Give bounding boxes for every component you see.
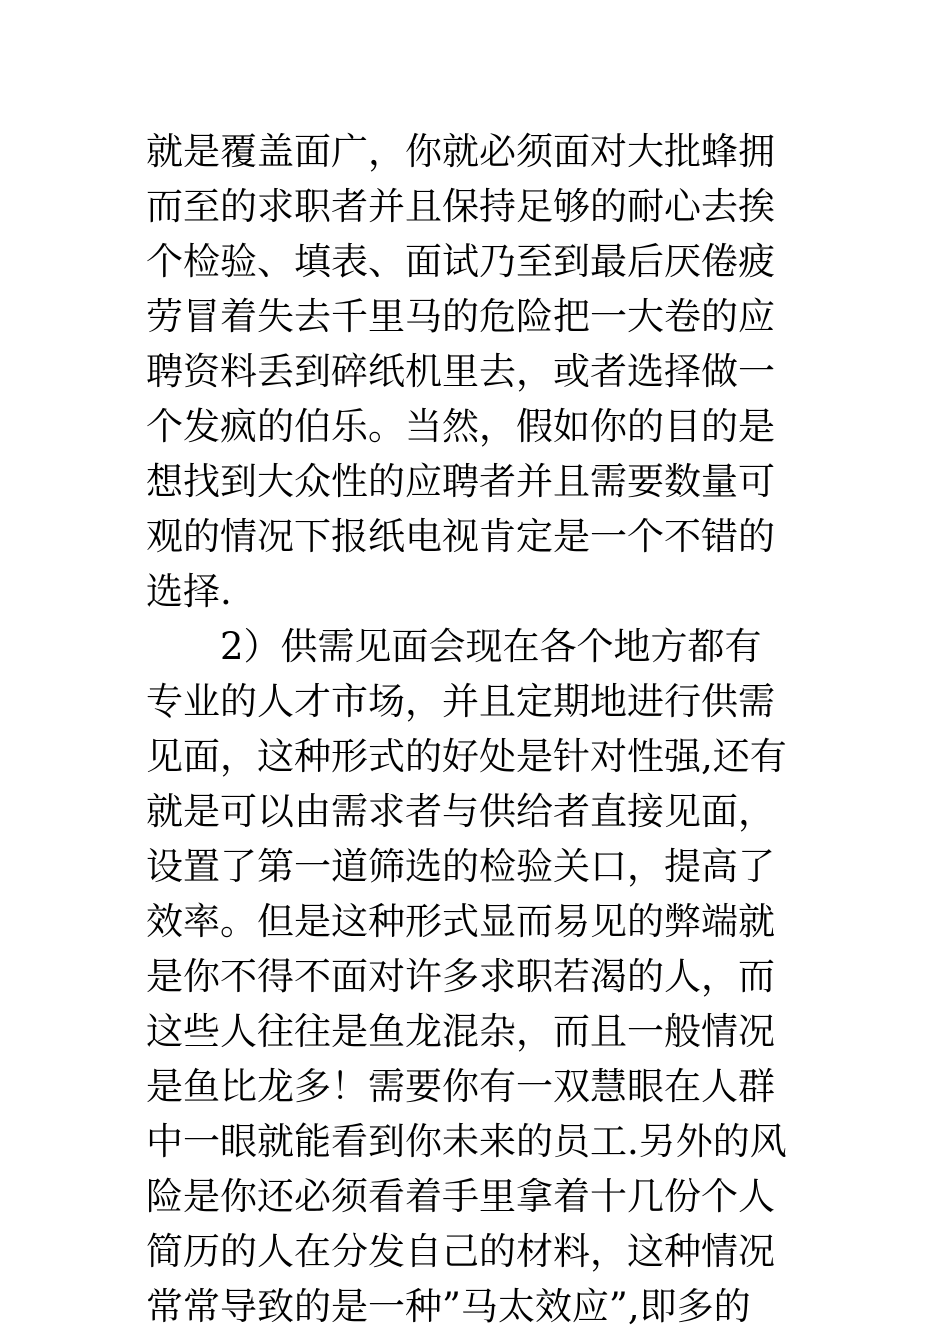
paragraph-2 xyxy=(146,619,812,1334)
text-line: 聘资料丢到碎纸机里去，或者选择做一 xyxy=(146,350,775,393)
text-line: 就是覆盖面广，你就必须面对大批蜂拥 xyxy=(146,130,775,173)
text-line: 就是可以由需求者与供给者直接见面， xyxy=(146,790,775,833)
text-line: 个发疯的伯乐。当然，假如你的目的是 xyxy=(146,405,775,448)
text-line: 见面，这种形式的好处是针对性强,还有 xyxy=(146,735,787,778)
text-line: 观的情况下报纸电视肯定是一个不错的 xyxy=(146,515,775,558)
text-line: 效率。但是这种形式显而易见的弊端就 xyxy=(146,900,775,943)
text-line: 劳冒着失去千里马的危险把一大卷的应 xyxy=(146,295,775,338)
text-line: 简历的人在分发自己的材料，这种情况 xyxy=(146,1230,775,1273)
text-line: 是鱼比龙多！需要你有一双慧眼在人群 xyxy=(146,1065,775,1108)
text-line: 是你不得不面对许多求职若渴的人，而 xyxy=(146,955,775,998)
text-line: 专业的人才市场，并且定期地进行供需 xyxy=(146,680,775,723)
text-line: 这些人往往是鱼龙混杂，而且一般情况 xyxy=(146,1010,775,1053)
text-line: 想找到大众性的应聘者并且需要数量可 xyxy=(146,460,775,503)
text-line: 选择. xyxy=(146,570,232,613)
text-line: 常常导致的是一种”马太效应”,即多的 xyxy=(146,1285,751,1328)
document-body xyxy=(146,124,812,1334)
text-line: 设置了第一道筛选的检验关口，提高了 xyxy=(146,845,775,888)
text-line: 险是你还必须看着手里拿着十几份个人 xyxy=(146,1175,775,1218)
text-line: 中一眼就能看到你未来的员工.另外的风 xyxy=(146,1120,787,1163)
text-line: 而至的求职者并且保持足够的耐心去挨 xyxy=(146,185,775,228)
text-line: 2）供需见面会现在各个地方都有 xyxy=(220,625,762,668)
paragraph-1 xyxy=(146,124,812,619)
text-line: 个检验、填表、面试乃至到最后厌倦疲 xyxy=(146,240,775,283)
